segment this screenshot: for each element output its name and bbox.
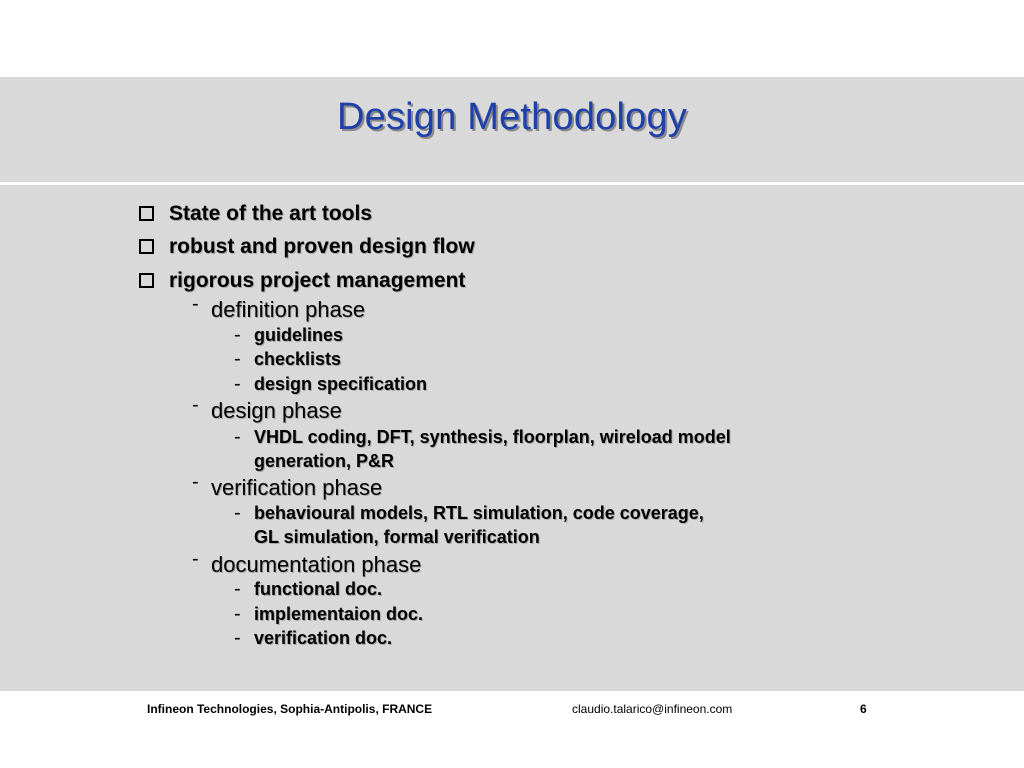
phase-item-continuation: GL simulation, formal verification [254,527,540,547]
phase-label: documentation phase [211,552,422,577]
dash-bullet-icon: - [192,471,199,493]
dash-bullet-icon: - [234,502,241,524]
phase-item: VHDL coding, DFT, synthesis, floorplan, wireload model [254,427,731,447]
phase-label: design phase [211,398,342,423]
square-bullet-icon [139,239,154,254]
footer-page-number: 6 [860,702,867,716]
slide-title: Design Methodology [336,96,688,138]
dash-bullet-icon: - [192,293,199,315]
bullet-item: robust and proven design flow [169,235,475,258]
square-bullet-icon [139,206,154,221]
phase-item: functional doc. [254,579,382,599]
dash-bullet-icon: - [192,548,199,570]
bullet-item: rigorous project management [169,269,466,292]
footer-company: Infineon Technologies, Sophia-Antipolis, FRANCE [147,702,433,716]
phase-item: behavioural models, RTL simulation, code coverage, [254,503,704,523]
dash-bullet-icon: - [234,373,241,395]
dash-bullet-icon: - [234,426,241,448]
dash-bullet-icon: - [192,394,199,416]
bullet-item: State of the art tools [169,202,373,225]
phase-item: design specification [254,374,428,394]
dash-bullet-icon: - [234,627,241,649]
phase-item: implementaion doc. [254,604,424,624]
phase-item: verification doc. [254,628,393,648]
square-bullet-icon [139,273,154,288]
phase-label: verification phase [211,475,383,500]
dash-bullet-icon: - [234,324,241,346]
phase-item-continuation: generation, P&R [254,451,395,471]
footer-email: claudio.talarico@infineon.com [572,702,733,716]
phase-item: checklists [254,349,342,369]
dash-bullet-icon: - [234,603,241,625]
dash-bullet-icon: - [234,348,241,370]
phase-label: definition phase [211,297,366,322]
dash-bullet-icon: - [234,578,241,600]
phase-item: guidelines [254,325,344,345]
